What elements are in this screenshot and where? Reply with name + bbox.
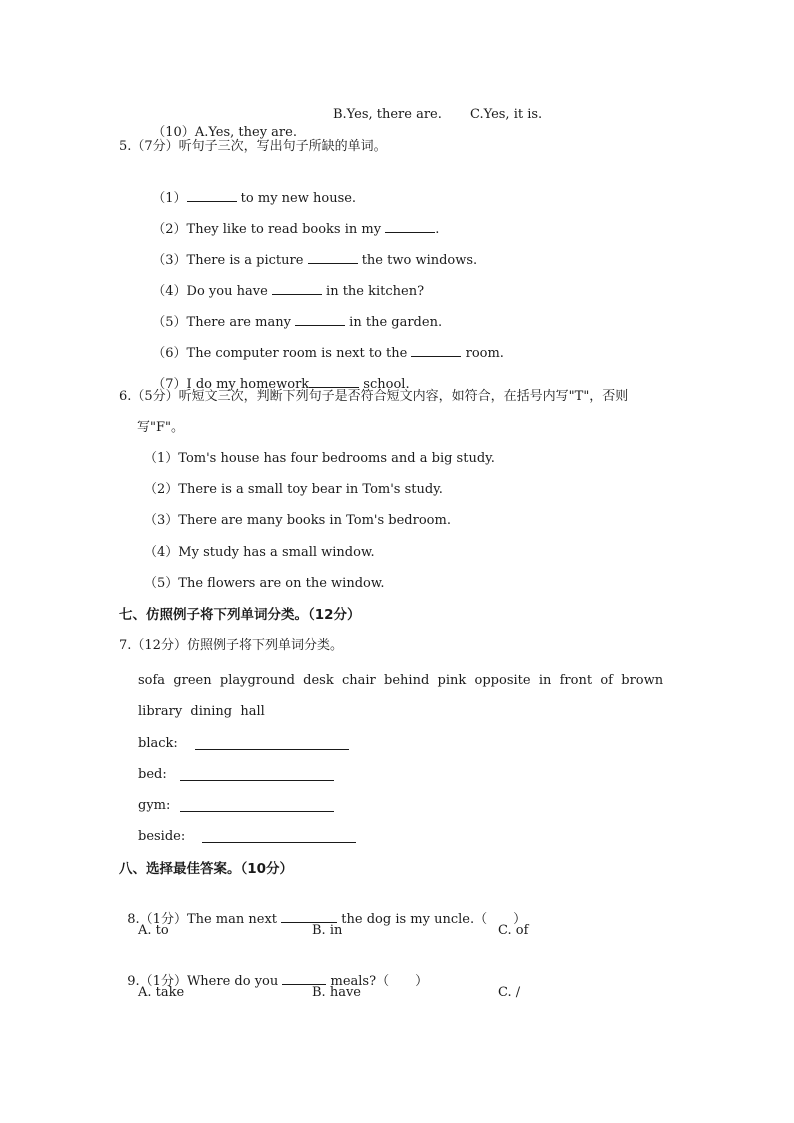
q5-item-2: （2）They like to read books in my . bbox=[144, 201, 439, 239]
q7-category-bed: bed: bbox=[138, 767, 167, 782]
answer-blank[interactable] bbox=[187, 188, 237, 202]
q8-stem: 8.（1分）The man next the dog is my uncle.（ ） bbox=[119, 891, 526, 929]
q9-option-b[interactable]: B. have bbox=[312, 985, 361, 1000]
q9-option-c[interactable]: C. / bbox=[498, 985, 521, 1000]
category-answer-line[interactable] bbox=[202, 829, 356, 843]
q6-item-5: （5）The flowers are on the window. bbox=[144, 576, 385, 591]
q7-category-black: black: bbox=[138, 736, 178, 751]
q9-stem: 9.（1分）Where do you meals?（ ） bbox=[119, 953, 428, 991]
q7-word-list-line-1: sofa green playground desk chair behind pink opposite in front of brown bbox=[138, 673, 664, 688]
q5-item-6: （6）The computer room is next to the room. bbox=[144, 325, 504, 363]
q5-item-1: （1） to my new house. bbox=[144, 170, 356, 208]
answer-blank[interactable] bbox=[281, 909, 337, 923]
section-8-title: 八、选择最佳答案。（10分） bbox=[119, 861, 294, 877]
q7-header: 7.（12分）仿照例子将下列单词分类。 bbox=[119, 638, 343, 653]
q7-word-list-line-2: library dining hall bbox=[138, 704, 265, 719]
q5-item-7: （7）I do my homework school. bbox=[144, 356, 410, 394]
answer-blank[interactable] bbox=[282, 971, 326, 985]
q8-option-a[interactable]: A. to bbox=[138, 923, 169, 938]
answer-blank[interactable] bbox=[295, 312, 345, 326]
answer-blank[interactable] bbox=[411, 343, 461, 357]
q4-item-10-option-b: B.Yes, there are. bbox=[333, 107, 442, 122]
q6-header-line-2: 写"F"。 bbox=[137, 420, 184, 435]
q4-item-10-option-c: C.Yes, it is. bbox=[470, 107, 543, 122]
q5-item-4: （4）Do you have in the kitchen? bbox=[144, 263, 424, 301]
q8-option-c[interactable]: C. of bbox=[498, 923, 529, 938]
answer-blank[interactable] bbox=[309, 374, 359, 388]
answer-blank[interactable] bbox=[272, 281, 322, 295]
q6-header-line-1: 6.（5分）听短文三次，判断下列句子是否符合短文内容，如符合，在括号内写"T"，否则 bbox=[119, 389, 629, 404]
q6-item-1: （1）Tom's house has four bedrooms and a big study. bbox=[144, 451, 495, 466]
q7-category-beside: beside: bbox=[138, 829, 186, 844]
q6-item-4: （4）My study has a small window. bbox=[144, 545, 375, 560]
q5-item-5: （5）There are many in the garden. bbox=[144, 294, 442, 332]
q7-category-gym: gym: bbox=[138, 798, 171, 813]
q8-option-b[interactable]: B. in bbox=[312, 923, 343, 938]
option-a: A.Yes, they are. bbox=[194, 125, 297, 140]
answer-blank[interactable] bbox=[385, 219, 435, 233]
q6-item-3: （3）There are many books in Tom's bedroom. bbox=[144, 513, 451, 528]
q5-item-3: （3）There is a picture the two windows. bbox=[144, 232, 477, 270]
category-answer-line[interactable] bbox=[180, 798, 334, 812]
q9-option-a[interactable]: A. take bbox=[138, 985, 185, 1000]
q5-header: 5.（7分）听句子三次，写出句子所缺的单词。 bbox=[119, 139, 387, 154]
section-7-title: 七、仿照例子将下列单词分类。（12分） bbox=[119, 607, 361, 623]
category-answer-line[interactable] bbox=[195, 736, 349, 750]
q6-item-2: （2）There is a small toy bear in Tom's study. bbox=[144, 482, 443, 497]
category-answer-line[interactable] bbox=[180, 767, 334, 781]
q4-item-10 bbox=[144, 106, 297, 142]
item-number: （10） bbox=[152, 125, 195, 140]
answer-blank[interactable] bbox=[308, 250, 358, 264]
